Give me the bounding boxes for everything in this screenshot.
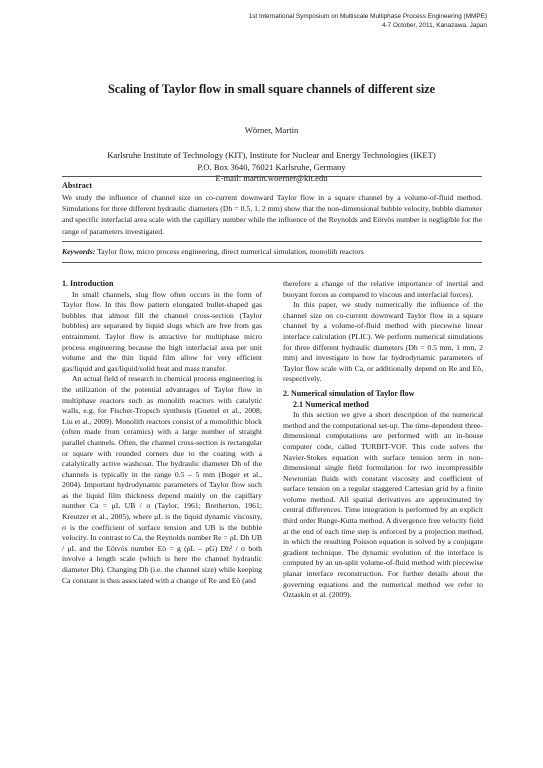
conference-header: [249, 12, 487, 30]
affiliation-institute: Karlsruhe Institute of Technology (KIT), Institute for Nuclear and Energy Technologies (IKET): [107, 150, 436, 160]
right-column: [283, 279, 483, 601]
subsection-heading-numerical-method: 2.1 Numerical method: [293, 399, 369, 409]
section-heading-introduction: 1. Introduction: [62, 279, 114, 288]
section-heading-numerical-simulation: 2. Numerical simulation of Taylor flow: [283, 388, 415, 398]
paper-title: Scaling of Taylor flow in small square channels of different size: [107, 82, 436, 96]
author-name: Wörner, Martin: [244, 125, 299, 135]
left-column: [62, 279, 262, 586]
keywords-label: Keywords:: [62, 247, 96, 256]
conference-header-line-2: 4-7 October, 2011, Kanazawa, Japan: [381, 22, 487, 29]
intro-paragraph-1: In small channels, slug flow often occurs in the form of Taylor flow. In this flow pattern elongated bullet-shaped gas bubbles that almost fill the channel cross-section (Taylor bubbles) are separated by liquid slugs which are free from gas entrainment. Taylor flow is attractive for multiphase micro process engineering because the high interfacial area per unit volume and the thin liquid film allow for very efficient gas/liquid and gas/liquid/solid heat and mass transfer.: [62, 289, 262, 373]
keywords-text: Taylor flow, micro process engineering, direct numerical simulation, monolith reactors: [97, 247, 364, 256]
affiliation-block: [0, 150, 543, 185]
intro-paragraph-3: In this paper, we study numerically the influence of the channel size on co-current downward Taylor flow in a square channel by a volume-of-fluid method with piecewise linear interface calculation (PLIC). We perform numerical simulations for three different hydraulic diameters (Dh = 0.5 mm, 1 mm, 2 mm) and investigate in how far hydrodynamic parameters of Taylor flow scale with Ca, or additionally depend on Re and Eö, respectively.: [283, 300, 483, 384]
divider-middle: [62, 241, 482, 242]
divider-top: [62, 176, 482, 177]
intro-paragraph-2: An actual field of research in chemical process engineering is the utilization of the potential advantages of Taylor flow in multiphase reactors such as monolith reactors with catalytic walls, e.g. for Fischer-Tropsch synthesis (Guettel et al., 2008; Liu et al., 2009). Monolith reactors consist of a monolithic block (often made from ceramics) with a large number of straight parallel channels. Often, the channel cross-section is rectangular or square with rounded corners due to the coating with a catalytically active washcoat. The hydraulic diameter Dh of the channels is typically in the range 0.5 – 5 mm (Boger et al., 2004). Important hydrodynamic parameters of Taylor flow such as the liquid film thickness depend mainly on the capillary number Ca = μL UB / σ (Taylor, 1961; Bretherton, 1961; Kreutzer et al., 2005), where μL is the liquid dynamic viscosity, σ is the coefficient of surface tension and UB is the bubble velocity. In contrast to Ca, the Reynolds number Re = ρL Dh UB / μL and the Eötvös number Eö = g (ρL – ρG) Dh² / σ both involve a length scale (which is here the channel hydraulic diameter Dh). Changing Dh (i.e. the channel size) while keeping Ca constant is thus associated with a change of Re and Eö (and: [62, 374, 262, 585]
abstract-text: We study the influence of channel size on co-current downward Taylor flow in a square channel by a volume-of-fluid method. Simulations for three different hydraulic diameters (Dh = 0.5, 1, 2 mm) show that the non-dimensional bubble velocity, bubble diameter and specific interfacial area scale with the capillary number while the influence of the Reynolds and Eötvös number is negligible for the range of parameters investigated.: [62, 193, 482, 236]
affiliation-email: E-mail: martin.woerner@kit.edu: [215, 173, 328, 183]
conference-header-line-1: 1st International Symposium on Multiscale Multiphase Process Engineering (MMPE): [248, 13, 487, 20]
divider-bottom: [62, 262, 482, 263]
abstract-heading: Abstract: [62, 181, 93, 190]
intro-paragraph-continued: therefore a change of the relative importance of inertial and buoyant forces as compared to viscous and interfacial forces).: [283, 279, 483, 299]
keywords: [62, 246, 502, 257]
affiliation-address: P.O. Box 3640, 76021 Karlsruhe, Germany: [197, 161, 346, 172]
method-paragraph: In this section we give a short description of the numerical method and the computational set-up. The time-dependent three-dimensional computations are performed with an in-house computer code, called TURBIT-VOF. This code solves the Navier-Stokes equation with surface tension term in non-dimensional single field formulation for two incompressible Newtonian fluids with constant viscosity and coefficient of surface tension on a regular staggered Cartesian grid by a finite volume method. All spatial derivatives are approximated by central differences. Time integration is performed by an explicit third order Runge-Kutta method. A divergence free velocity field at the end of each time step is enforced by a projection method, in which the resulting Poisson equation is solved by a conjugate gradient technique. The dynamic evolution of the interface is computed by an un-split volume-of-fluid method with piecewise planar interface reconstruction. For further details about the governing equations and the numerical method we refer to Öztaskin et al. (2009).: [283, 410, 483, 600]
